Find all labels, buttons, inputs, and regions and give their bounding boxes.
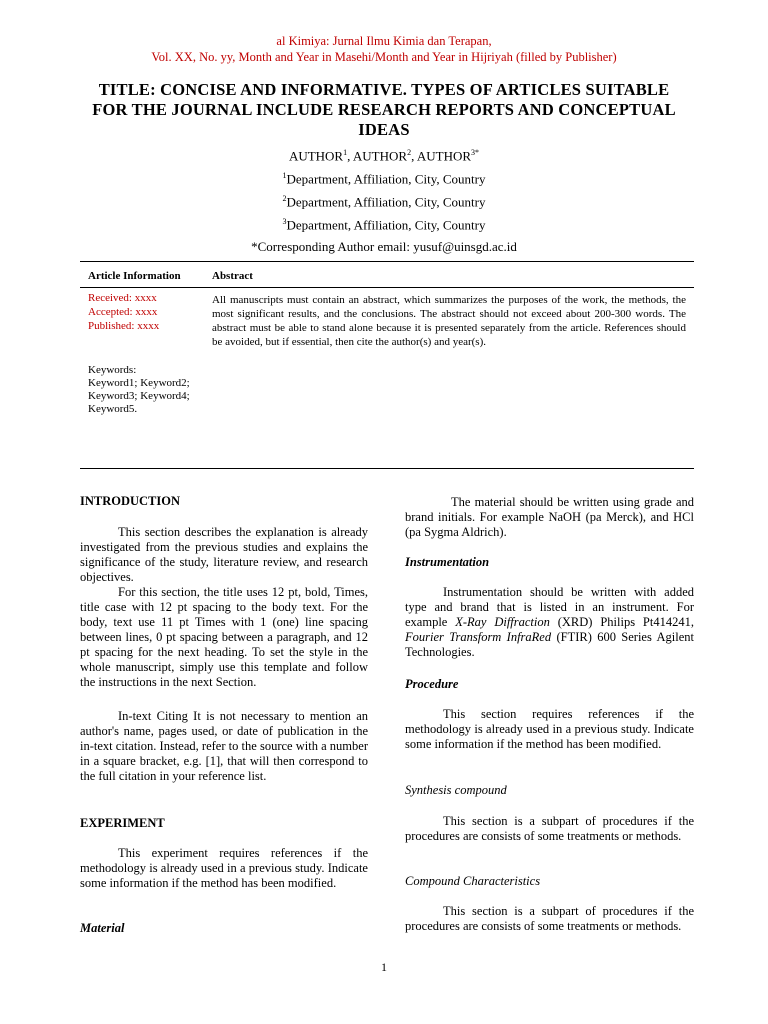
instrumentation-text-c: (FTIR) 600 Series Agilent Technologies.: [405, 630, 694, 659]
instrumentation-paragraph: [405, 585, 694, 660]
journal-header-line2: Vol. XX, No. yy, Month and Year in Masehi/Month and Year in Hijriyah (filled by Publisher): [151, 50, 617, 64]
table-rule-top: [80, 261, 694, 262]
procedure-heading: Procedure: [405, 677, 459, 691]
journal-header-line1: al Kimiya: Jurnal Ilmu Kimia dan Terapan,: [276, 34, 492, 48]
affiliation-text: Department, Affiliation, City, Country: [286, 217, 486, 233]
material-paragraph: The material should be written using grade and brand initials. For example NaOH (pa Merck), and HCl (pa Sygma Aldrich).: [405, 495, 694, 539]
table-rule-bottom: [80, 468, 694, 469]
author-name: AUTHOR: [352, 148, 408, 164]
abstract-heading: Abstract: [212, 270, 253, 282]
published-date: Published: xxxx: [88, 320, 160, 332]
abstract-text: All manuscripts must contain an abstract, which summarizes the purposes of the work, the methods, the most significant results, and the conclusions. The abstract should not exceed about 200-300 words. The abstract must be able to stand alone because it is presented separately from the article. References should be avoided, but if essential, then cite the author(s) and year(s).: [212, 294, 686, 348]
keywords-list: Keyword1; Keyword2; Keyword3; Keyword4; Keyword5.: [88, 377, 190, 415]
compound-characteristics-paragraph: This section is a subpart of procedures if the procedures are consists of some treatments or methods.: [405, 904, 694, 933]
intro-paragraph-1: This section describes the explanation is already investigated from the previous studies and explains the significance of the study, literature review, and research objectives.: [80, 525, 368, 584]
affiliation: [0, 194, 768, 210]
instrumentation-text-b: (XRD) Philips Pt414241,: [549, 615, 694, 629]
ftir-term: Fourier Transform InfraRed: [405, 630, 552, 644]
experiment-heading: EXPERIMENT: [80, 816, 165, 830]
author-sup: 2: [407, 148, 412, 157]
intro-paragraph-3: In-text Citing It is not necessary to mention an author's name, pages used, or date of publication in the in-text citation. Instead, refer to the source with a number in a square bracket, e.g. [1], that will then correspond to the full citation in your reference list.: [80, 709, 368, 783]
author-name: AUTHOR: [288, 148, 344, 164]
keywords-label: Keywords:: [88, 364, 137, 376]
author-list: AUTHOR$^1$, AUTHOR$^2$, $AUTHOR^{3*}$: [288, 148, 480, 164]
procedure-paragraph: This section requires references if the methodology is already used in a previous study. Indicate some information if the method has been modified.: [405, 707, 694, 751]
affiliation: [0, 217, 768, 233]
introduction-heading: INTRODUCTION: [80, 494, 181, 508]
instrumentation-heading: Instrumentation: [405, 555, 490, 569]
affiliation-sup: 2: [282, 194, 287, 203]
material-heading: Material: [80, 921, 125, 935]
affiliation: [0, 171, 768, 187]
affiliation-text: Department, Affiliation, City, Country: [286, 171, 486, 187]
experiment-paragraph: This experiment requires references if the methodology is already used in a previous study. Indicate some information if the method has been modified.: [80, 846, 368, 890]
received-date: Received: xxxx: [88, 292, 157, 304]
affiliation-sup: 3: [282, 217, 287, 226]
author-name: AUTHOR: [416, 148, 472, 164]
article-info-heading: Article Information: [88, 270, 181, 282]
instrumentation-text-a: Instrumentation should be written with added type and brand that is listed in an instrument. For example: [405, 585, 694, 629]
author-sup: 1: [343, 148, 348, 157]
table-rule-mid: [80, 287, 694, 288]
author-sup: 3*: [471, 148, 480, 157]
page-number: 1: [381, 960, 387, 974]
keywords-block: [88, 364, 203, 416]
article-title: TITLE: CONCISE AND INFORMATIVE. TYPES OF ARTICLES SUITABLE FOR THE JOURNAL INCLUDE RESEARCH REPORTS AND CONCEPTUAL IDEAS: [92, 80, 676, 139]
accepted-date: Accepted: xxxx: [88, 306, 158, 318]
synthesis-heading: Synthesis compound: [405, 783, 507, 797]
corresponding-author: *Corresponding Author email: yusuf@uinsgd.ac.id: [251, 239, 517, 254]
intro-paragraph-2: For this section, the title uses 12 pt, bold, Times, title case with 12 pt spacing to the body text. For the body, text use 11 pt Times with 1 (one) line spacing between lines, 0 pt spacing between a paragraph, and 12 pt spacing for the next heading. To set the style in the whole manuscript, simply use this template and follow the instructions in the next Section.: [80, 585, 368, 689]
compound-characteristics-heading: Compound Characteristics: [405, 874, 541, 888]
affiliation-text: Department, Affiliation, City, Country: [286, 194, 486, 210]
xrd-term: X-Ray Diffraction: [455, 615, 550, 629]
synthesis-paragraph: This section is a subpart of procedures if the procedures are consists of some treatments or methods.: [405, 814, 694, 843]
affiliation-sup: 1: [282, 171, 287, 180]
